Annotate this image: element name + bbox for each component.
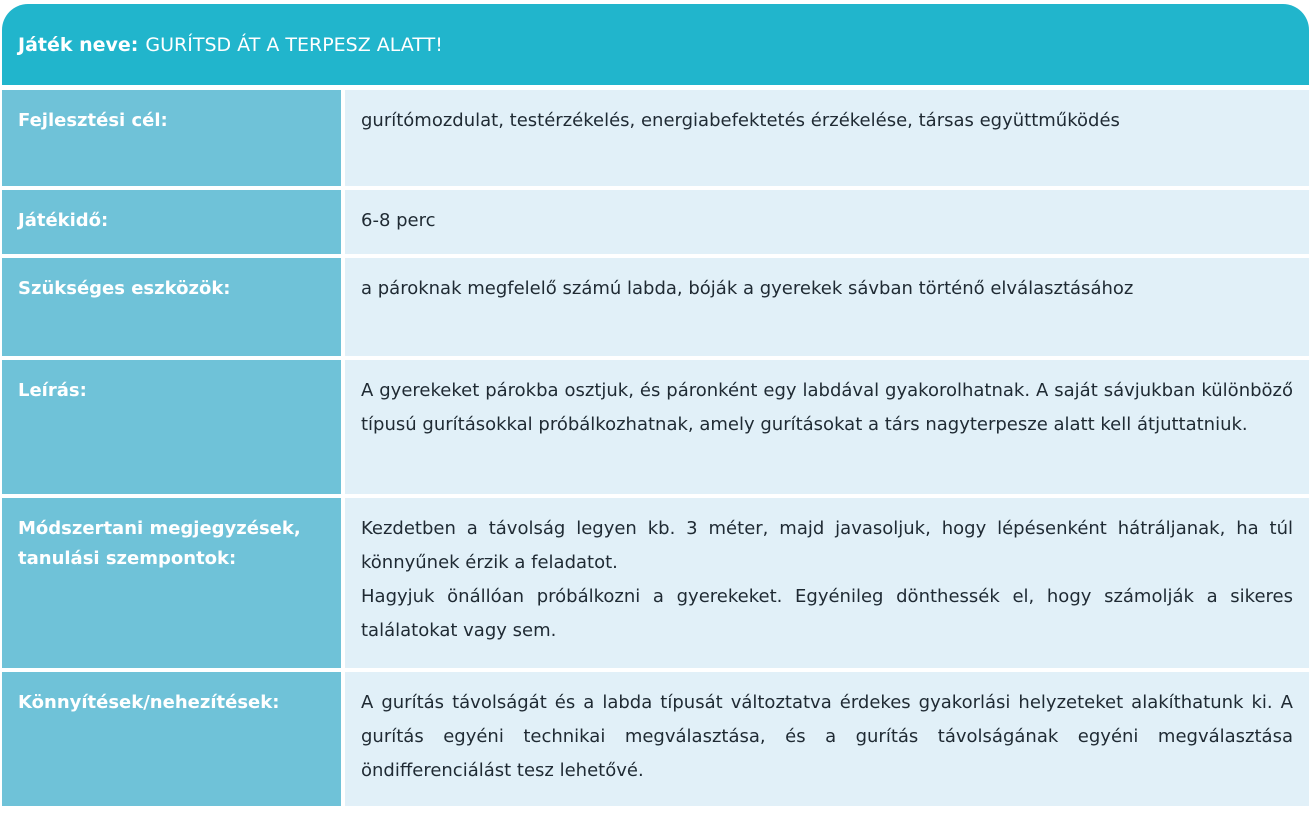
row-content xyxy=(345,672,1309,806)
row-paragraph: A gurítás távolságát és a labda típusát változtatva érdekes gyakorlási helyzeteket alakíthatunk ki. A gurítás egyéni technikai megválasztása, és a gurítás távolságának egyéni megválasztása öndifferenciálást tesz lehetővé. xyxy=(361,692,1293,781)
game-name-label: Játék neve: xyxy=(18,33,139,56)
row-required-equipment xyxy=(2,258,1309,356)
game-card xyxy=(2,4,1309,814)
row-label: Szükséges eszközök: xyxy=(2,258,341,356)
row-label: Leírás: xyxy=(2,360,341,494)
row-paragraph: Kezdetben a távolság legyen kb. 3 méter, majd javasoljuk, hogy lépésenként hátráljanak, ha túl könnyűnek érzik a feladatot. xyxy=(361,518,1293,573)
info-table xyxy=(2,90,1309,806)
row-play-time xyxy=(2,190,1309,254)
row-content xyxy=(345,498,1309,668)
row-paragraph: Hagyjuk önállóan próbálkozni a gyerekeket. Egyénileg dönthessék el, hogy számolják a sikeres találatokat vagy sem. xyxy=(361,586,1293,641)
game-name-value: GURÍTSD ÁT A TERPESZ ALATT! xyxy=(145,33,443,56)
row-label: Fejlesztési cél: xyxy=(2,90,341,186)
row-content xyxy=(345,360,1309,494)
row-label: Játékidő: xyxy=(2,190,341,254)
row-description xyxy=(2,360,1309,494)
row-development-goal xyxy=(2,90,1309,186)
row-methodology-notes xyxy=(2,498,1309,668)
row-content xyxy=(345,90,1309,186)
row-content xyxy=(345,190,1309,254)
row-paragraph: 6-8 perc xyxy=(361,210,436,231)
row-content xyxy=(345,258,1309,356)
row-label: Módszertani megjegyzések, tanulási szempontok: xyxy=(2,498,341,668)
row-paragraph: gurítómozdulat, testérzékelés, energiabefektetés érzékelése, társas együttműködés xyxy=(361,110,1120,131)
row-label: Könnyítések/nehezítések: xyxy=(2,672,341,806)
row-paragraph: A gyerekeket párokba osztjuk, és páronként egy labdával gyakorolhatnak. A saját sávjukban különböző típusú gurításokkal próbálkozhatnak, amely gurításokat a társ nagyterpesze alatt kell átjuttatniuk. xyxy=(361,380,1293,435)
row-paragraph: a pároknak megfelelő számú labda, bóják a gyerekek sávban történő elválasztásához xyxy=(361,278,1134,299)
row-easing-hardening xyxy=(2,672,1309,806)
game-title-header xyxy=(2,4,1309,85)
